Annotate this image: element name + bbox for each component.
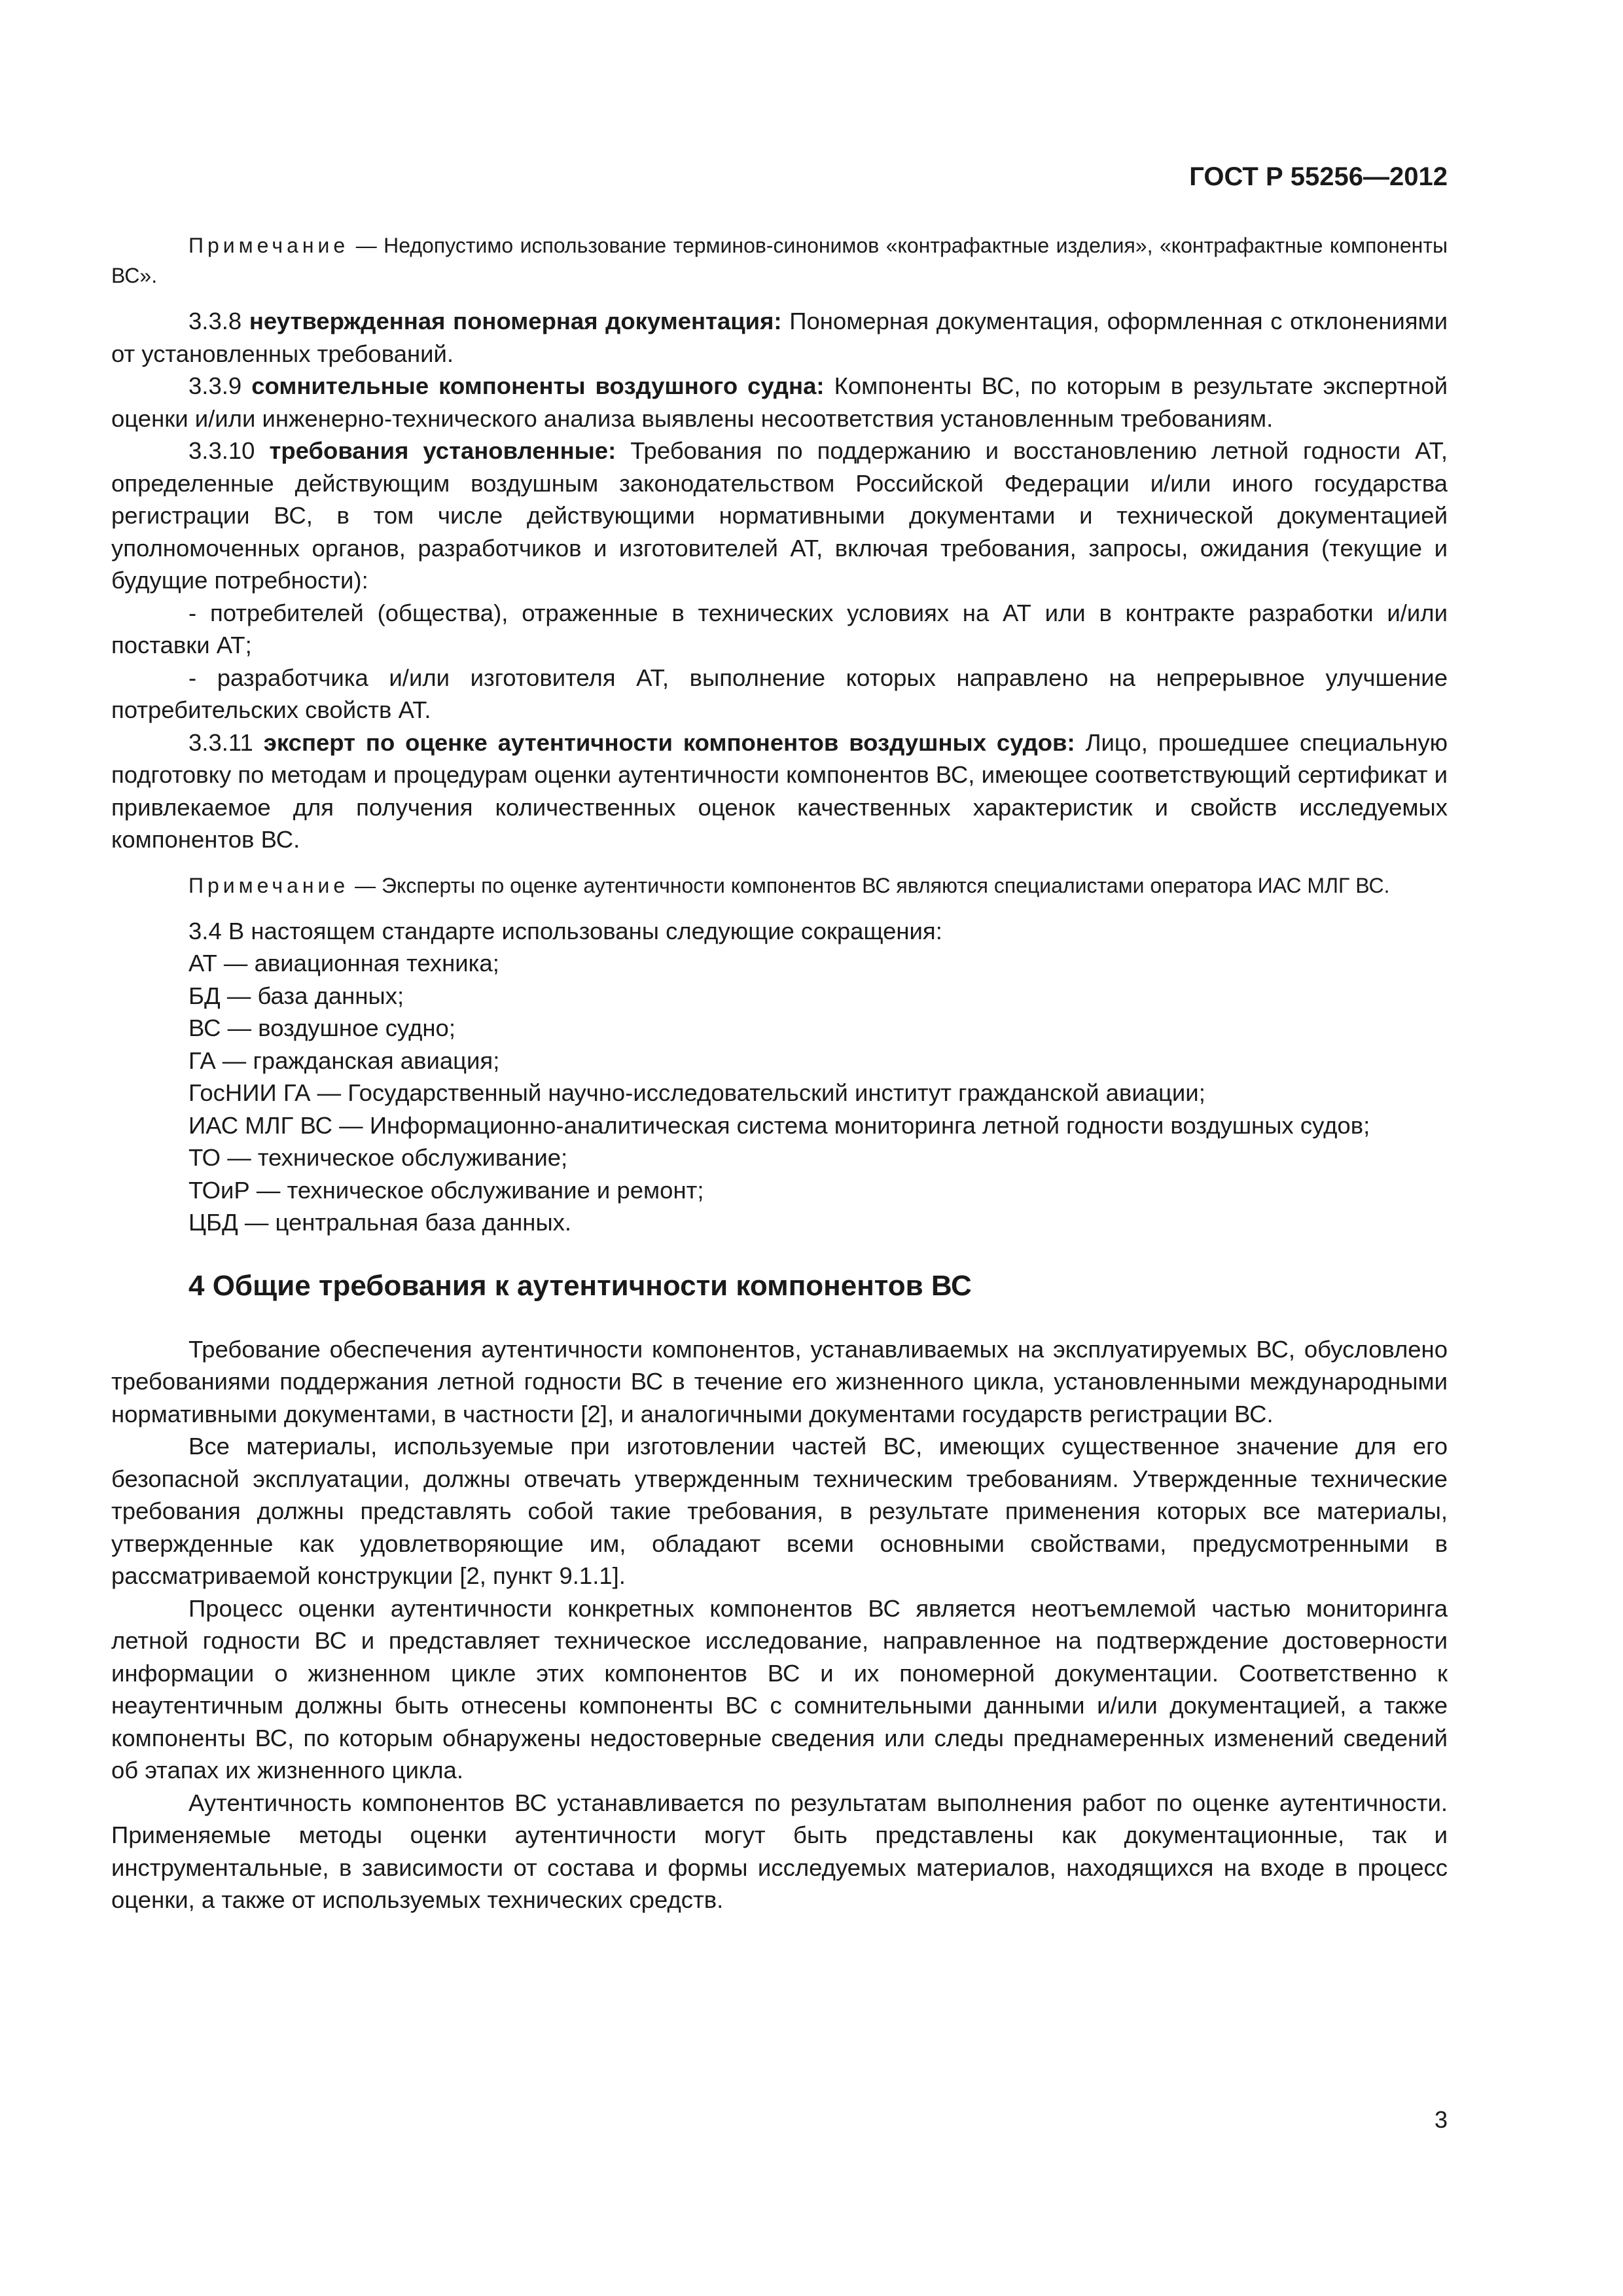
note-text: — Недопустимо использование терминов-синонимов «контрафактные изделия», «контрафактные компоненты ВС». bbox=[111, 234, 1448, 287]
clause-number: 3.3.10 bbox=[188, 437, 255, 464]
list-item: - разработчика и/или изготовителя АТ, выполнение которых направлено на непрерывное улучшение потребительских свойств АТ. bbox=[111, 664, 1448, 723]
definition-text: Пономерная документация, оформленная с отклонениями от установленных требований. bbox=[111, 308, 1448, 367]
clause-number: 3.3.9 bbox=[188, 372, 242, 399]
definition-text: Компоненты ВС, по которым в результате экспертной оценки и/или инженерно-технического анализа выявлены несоответствия установленным требованиям. bbox=[111, 372, 1448, 432]
abbreviation-item: ТОиР — техническое обслуживание и ремонт; bbox=[188, 1176, 704, 1204]
body-paragraph: Все материалы, используемые при изготовлении частей ВС, имеющих существенное значение для его безопасной эксплуатации, должны отвечать утвержденным техническим требованиям. Утвержденные технические требования должны представлять собой такие требования, в результате применения которых все материалы, утвержденные как удовлетворяющие им, обладают всеми основными свойствами, предусмотренными в рассматриваемой конструкции [2, пункт 9.1.1]. bbox=[111, 1433, 1448, 1589]
defined-term: эксперт по оценке аутентичности компонентов воздушных судов: bbox=[263, 728, 1075, 756]
body-paragraph: Процесс оценки аутентичности конкретных компонентов ВС является неотъемлемой частью мониторинга летной годности ВС и представляет техническое исследование, направленное на подтверждение достоверности информации о жизненном цикле этих компонентов ВС и их пономерной документации. Соответственно к неаутентичным должны быть отнесены компоненты ВС с сомнительными данными и/или документацией, а также компоненты ВС, по которым обнаружены недостоверные сведения или следы преднамеренных изменений сведений об этапах их жизненного цикла. bbox=[111, 1594, 1448, 1784]
abbreviation-item: ГА — гражданская авиация; bbox=[188, 1047, 500, 1074]
document-code: ГОСТ Р 55256—2012 bbox=[1189, 162, 1448, 191]
defined-term: сомнительные компоненты воздушного судна: bbox=[251, 372, 825, 399]
defined-term: требования установленные: bbox=[269, 437, 616, 464]
definition-3-3-9 bbox=[111, 370, 1448, 435]
definition-3-3-10 bbox=[111, 435, 1448, 597]
body-paragraph: Требование обеспечения аутентичности компонентов, устанавливаемых на эксплуатируемых ВС, обусловлено требованиями поддержания летной годности ВС в течение его жизненного цикла, установленными международными нормативными документами, в частности [2], и аналогичными документами государств регистрации ВС. bbox=[111, 1335, 1448, 1427]
abbreviation-item: ЦБД — центральная база данных. bbox=[188, 1209, 572, 1236]
clause-number: 3.3.8 bbox=[188, 308, 242, 334]
defined-term: неутвержденная пономерная документация: bbox=[249, 308, 782, 334]
page-number: 3 bbox=[1434, 2106, 1448, 2133]
abbreviation-item: АТ — авиационная техника; bbox=[188, 950, 499, 977]
note-paragraph bbox=[111, 870, 1448, 901]
abbreviation-item: ГосНИИ ГА — Государственный научно-исследовательский институт гражданской авиации; bbox=[188, 1079, 1205, 1106]
note-paragraph bbox=[111, 230, 1448, 291]
section-heading: 4 Общие требования к аутентичности компонентов ВС bbox=[188, 1269, 972, 1302]
definition-3-3-8 bbox=[111, 305, 1448, 370]
list-item: - потребителей (общества), отраженные в технических условиях на АТ или в контракте разработки и/или поставки АТ; bbox=[111, 599, 1448, 658]
definition-text: Лицо, прошедшее специальную подготовку по методам и процедурам оценки аутентичности компонентов ВС, имеющее соответствующий сертификат и привлекаемое для получения количественных оценок качественных характеристик и свойств исследуемых компонентов ВС. bbox=[111, 728, 1448, 853]
definition-text: Требования по поддержанию и восстановлению летной годности АТ, определенные действующим воздушным законодательством Российской Федерации и/или иного государства регистрации ВС, в том числе действующими нормативными документами и технической документацией уполномоченных органов, разработчиков и изготовителей АТ, включая требования, запросы, ожидания (текущие и будущие потребности): bbox=[111, 437, 1448, 594]
abbreviation-item: БД — база данных; bbox=[188, 982, 404, 1009]
note-label: Примечание bbox=[188, 873, 349, 897]
abbreviation-item: ВС — воздушное судно; bbox=[188, 1014, 455, 1041]
page-content bbox=[111, 230, 1448, 1916]
abbreviations-intro: 3.4 В настоящем стандарте использованы следующие сокращения: bbox=[188, 917, 942, 944]
abbreviation-item: ТО — техническое обслуживание; bbox=[188, 1144, 568, 1171]
note-text: — Эксперты по оценке аутентичности компонентов ВС являются специалистами оператора ИАС МЛГ ВС. bbox=[349, 873, 1390, 897]
abbreviation-item: ИАС МЛГ ВС — Информационно-аналитическая система мониторинга летной годности воздушных судов; bbox=[188, 1111, 1370, 1139]
definition-3-3-11 bbox=[111, 726, 1448, 856]
clause-number: 3.3.11 bbox=[188, 728, 253, 756]
body-paragraph: Аутентичность компонентов ВС устанавливается по результатам выполнения работ по оценке аутентичности. Применяемые методы оценки аутентичности могут быть представлены как документационные, так и инструментальные, в зависимости от состава и формы исследуемых материалов, находящихся на входе в процесс оценки, а также от используемых технических средств. bbox=[111, 1789, 1448, 1913]
note-label: Примечание bbox=[188, 234, 349, 257]
